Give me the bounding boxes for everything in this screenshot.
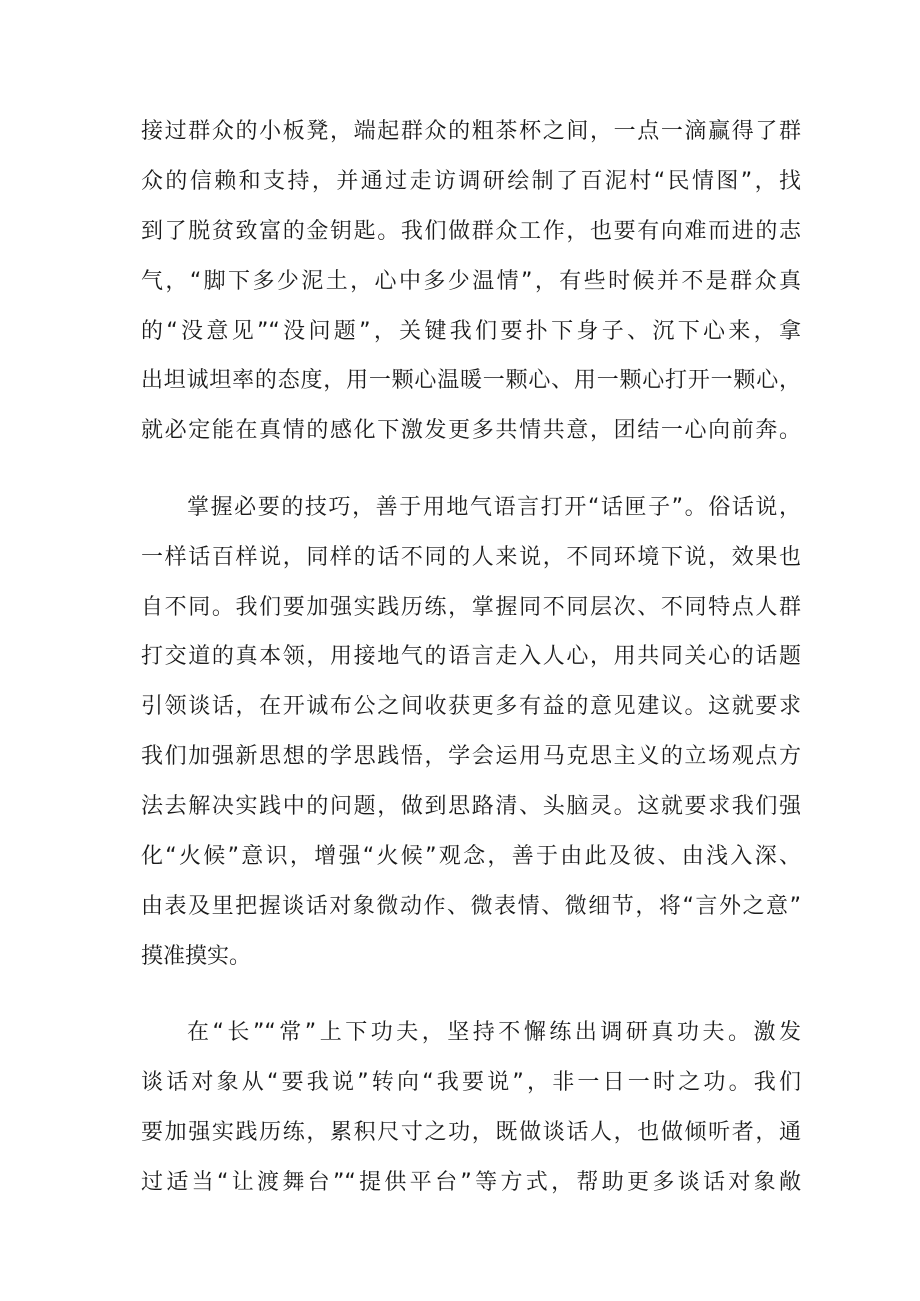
paragraph-3-line-2: 谈话对象从“要我说”转向“我要说”，非一日一时之功。我们 (141, 1070, 801, 1095)
paragraph-1-line-1: 接过群众的小板凳，端起群众的粗茶杯之间，一点一滴赢得了群 (141, 119, 801, 144)
paragraph-2-line-1: 掌握必要的技巧，善于用地气语言打开“话匣子”。俗话说， (187, 495, 801, 520)
paragraph-2-line-4: 打交道的真本领，用接地气的语言走入人心，用共同关心的话题 (141, 644, 801, 669)
paragraph-1-line-6: 出坦诚坦率的态度，用一颗心温暖一颗心、用一颗心打开一颗心， (141, 368, 801, 393)
paragraph-2-line-7: 法去解决实践中的问题，做到思路清、头脑灵。这就要求我们强 (141, 794, 801, 819)
paragraph-1-line-2: 众的信赖和支持，并通过走访调研绘制了百泥村“民情图”，找 (141, 169, 801, 194)
paragraph-3-line-3: 要加强实践历练，累积尺寸之功，既做谈话人，也做倾听者，通 (141, 1120, 801, 1145)
paragraph-2-line-2: 一样话百样说，同样的话不同的人来说，不同环境下说，效果也 (141, 545, 801, 570)
paragraph-3-line-1: 在“长”“常”上下功夫，坚持不懈练出调研真功夫。激发 (187, 1020, 801, 1045)
paragraph-2-line-3: 自不同。我们要加强实践历练，掌握同不同层次、不同特点人群 (141, 595, 801, 620)
paragraph-2-line-5: 引领谈话，在开诚布公之间收获更多有益的意见建议。这就要求 (141, 694, 801, 719)
paragraph-2-line-10: 摸准摸实。 (141, 944, 252, 969)
paragraph-3-line-4: 过适当“让渡舞台”“提供平台”等方式，帮助更多谈话对象敞 (141, 1170, 801, 1195)
paragraph-1-line-3: 到了脱贫致富的金钥匙。我们做群众工作，也要有向难而进的志 (141, 219, 801, 244)
paragraph-2-line-9: 由表及里把握谈话对象微动作、微表情、微细节，将“言外之意” (141, 894, 801, 919)
paragraph-2-line-8: 化“火候”意识，增强“火候”观念，善于由此及彼、由浅入深、 (141, 844, 801, 869)
paragraph-1-line-4: 气，“脚下多少泥土，心中多少温情”，有些时候并不是群众真 (141, 269, 801, 294)
paragraph-2-line-6: 我们加强新思想的学思践悟，学会运用马克思主义的立场观点方 (141, 744, 801, 769)
paragraph-1-line-7: 就必定能在真情的感化下激发更多共情共意，团结一心向前奔。 (141, 418, 801, 443)
paragraph-1-line-5: 的“没意见”“没问题”，关键我们要扑下身子、沉下心来，拿 (141, 319, 801, 344)
